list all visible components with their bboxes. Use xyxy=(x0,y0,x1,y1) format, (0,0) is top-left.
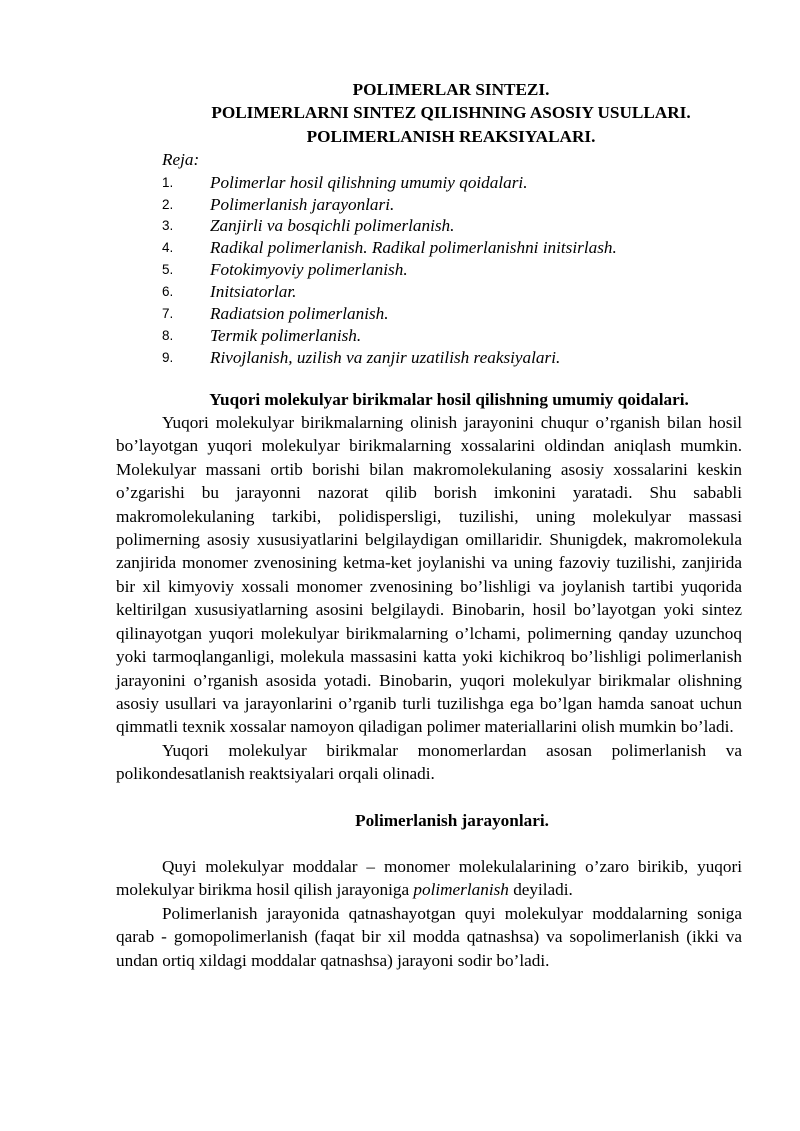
plan-item xyxy=(116,347,742,369)
document-title-line-1: POLIMERLAR SINTEZI. xyxy=(352,80,550,99)
plan-item xyxy=(116,281,742,303)
plan-item-text: Radiatsion polimerlanish. xyxy=(210,303,389,323)
plan-item-number: 8. xyxy=(162,327,174,343)
document-title-line-3: POLIMERLANISH REAKSIYALARI. xyxy=(306,126,596,146)
plan-item-text: Polimerlanish jarayonlari. xyxy=(210,194,395,214)
definition-text-end: deyiladi. xyxy=(508,880,573,900)
plan-item xyxy=(116,172,742,194)
plan-label: Reja: xyxy=(162,150,200,170)
plan-item xyxy=(116,194,742,216)
spacer xyxy=(116,832,742,855)
section-heading-general-rules: Yuqori molekulyar birikmalar hosil qilishning umumiy qoidalari. xyxy=(209,389,689,409)
plan-item xyxy=(116,215,742,237)
section-heading-polymerization: Polimerlanish jarayonlari. xyxy=(355,810,549,830)
paragraph-general-rules-2: Yuqori molekulyar birikmalar monomerlardan asosan polimerlanish va polikondesatlanish reaktsiyalari orqali olinadi. xyxy=(116,740,742,784)
plan-item xyxy=(116,303,742,325)
plan-item-text: Zanjirli va bosqichli polimerlanish. xyxy=(210,216,455,236)
document-content xyxy=(116,78,742,972)
plan-item xyxy=(116,325,742,347)
plan-item-number: 2. xyxy=(162,196,174,212)
plan-item-number: 3. xyxy=(162,218,174,234)
plan-item-text: Radikal polimerlanish. Radikal polimerlanishni initsirlash. xyxy=(210,238,617,258)
plan-item-number: 6. xyxy=(162,284,174,300)
plan-item-text: Termik polimerlanish. xyxy=(210,325,362,345)
plan-item-text: Fotokimyoviy polimerlanish. xyxy=(210,260,408,280)
plan-item-text: Rivojlanish, uzilish va zanjir uzatilish reaksiyalari. xyxy=(210,347,561,367)
plan-item-text: Polimerlar hosil qilishning umumiy qoidalari. xyxy=(210,172,528,192)
plan-item-number: 5. xyxy=(162,262,174,278)
plan-item-number: 1. xyxy=(162,174,174,190)
plan-item-text: Initsiatorlar. xyxy=(210,282,297,302)
plan-item-number: 9. xyxy=(162,349,174,365)
definition-text-start: Quyi molekulyar moddalar – monomer molekulalarining o’zaro birikib, yuqori molekulyar birikma hosil qilish jarayoniga xyxy=(116,856,742,900)
plan-item xyxy=(116,259,742,281)
plan-item-number: 7. xyxy=(162,305,174,321)
paragraph-polymerization-definition xyxy=(116,855,742,902)
document-title-line-2: POLIMERLARNI SINTEZ QILISHNING ASOSIY USULLARI. xyxy=(211,103,691,123)
paragraph-general-rules-1: Yuqori molekulyar birikmalarning olinish jarayonini chuqur o’rganish bilan hosil bo’layotgan yuqori molekulyar birikmalarning xossalarini oldindan aniqlash mumkin. Molekulyar massani ortib borishi bilan makromolekulaning asosiy xossalarini keskin o’zgarishi bu jarayonni nazorat qilib borish imkonini yaratadi. Shu sababli makromolekulaning tarkibi, polidispersligi, tuzilishi, uning molekulyar massasi polimerning asosiy xususiyatlarini belgilaydigan omillaridir. Shunigdek, makromolekula zanjirida monomer zvenosining ketma-ket joylanishi va uning fazoviy tuzilishi, zanjirida bir xil kimyoviy xossali monomer zvenosining bo’lishligi va joylanish tartibi yuqorida keltirilgan xususiyatlarning asosini belgilaydi. Binobarin, hosil bo’layotgan yoki sintez qilinayotgan yuqori molekulyar birikmalarning o’lchami, polimerning qanday uzunchoq yoki tarmoqlanganligi, molekula massasini katta yoki kichikroq bo’lishligi polimerlanish jarayonini o’rganish asosida yotadi. Binobarin, yuqori molekulyar birikmalar olishning asosiy usullari va jarayonlarini o’rganib turli tuzilishga ega bo’lgan hamda sanoat uchun qimmatli texnik xossalar namoyon qiladigan polimer materiallarini olish mumkin bo’ladi. xyxy=(116,413,742,737)
plan-list xyxy=(116,172,742,369)
paragraph-polymerization-types: Polimerlanish jarayonida qatnashayotgan quyi molekulyar moddalarning soniga qarab - gomopolimerlanish (faqat bir xil modda qatnashsa) va sopolimerlanish (ikki va undan ortiq xildagi moddalar qatnashsa) jarayoni sodir bo’ladi. xyxy=(116,903,742,970)
definition-term: polimerlanish xyxy=(413,880,509,900)
plan-item-number: 4. xyxy=(162,240,174,256)
plan-item xyxy=(116,237,742,259)
